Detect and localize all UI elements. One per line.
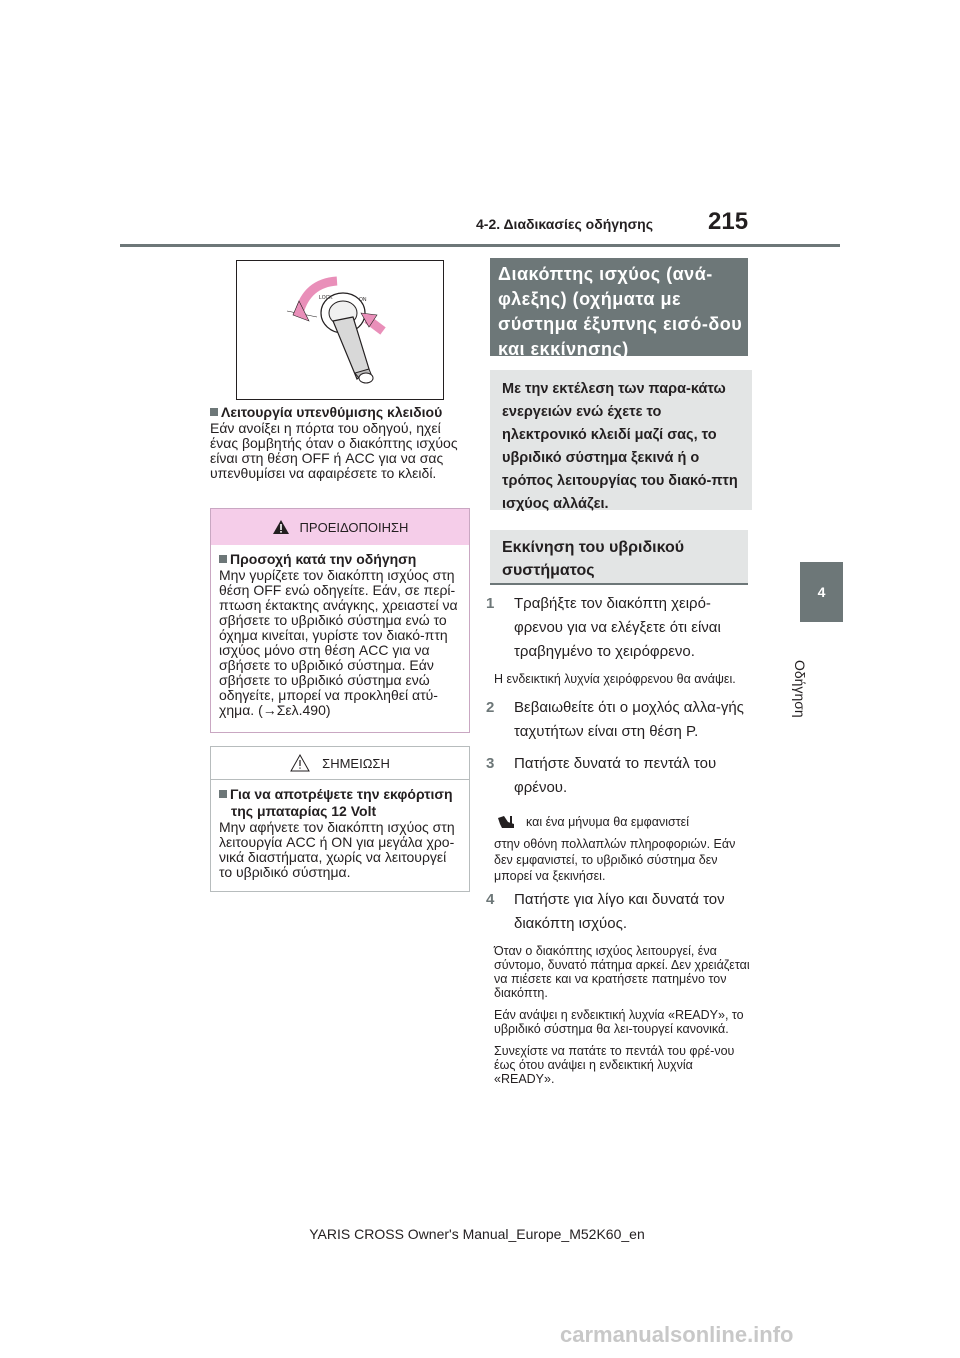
key-turn-icon <box>237 261 443 399</box>
step-3-note: στην οθόνη πολλαπλών πληροφοριών. Εάν δεν εμφανιστεί, το υβριδικό σύστημα δεν μπορεί να ξεκινήσει. <box>494 837 736 883</box>
steps-list <box>486 592 756 1086</box>
watermark: carmanualsonline.info <box>560 1322 794 1347</box>
warning-text: Μην γυρίζετε τον διακόπτη ισχύος στη θέση OFF ενώ οδηγείτε. Εάν, σε περί-πτωση έκτακτης ανάγκης, χρειαστεί να σβήσετε το υβριδικό σύστημα ενώ το όχημα κινείται, γυρίστε τον διακό-πτη ισχύος μόνο στη θέση ACC για να σβήσετε το υβριδικό σύστημα. Εάν σβήσετε το υβριδικό σύστημα ενώ οδηγείτε, μπορεί να προκληθεί ατύ-χημα. (→Σελ.490) <box>219 567 458 718</box>
step-4-note-1: Όταν ο διακόπτης ισχύος λειτουργεί, ένα σύντομο, δυνατό πάτημα αρκεί. Δεν χρειάζεται να πιέσετε και να κρατήσετε πατημένο τον διακόπτη. <box>494 944 750 1000</box>
intro-paragraph: Με την εκτέλεση των παρα-κάτω ενεργειών ενώ έχετε το ηλεκτρονικό κλειδί μαζί σας, το υβριδικό σύστημα ξεκινά ή ο τρόπος λειτουργίας του διακό-πτη ισχύος αλλάζει. <box>490 370 752 510</box>
key-reminder-section <box>210 404 472 481</box>
step-4-note-2: Εάν ανάψει η ενδεικτική λυχνία «READY», το υβριδικό σύστημα θα λει-τουργεί κανονικά. <box>494 1008 744 1036</box>
step-3: 3 Πατήστε δυνατά το πεντάλ του φρένου. <box>486 755 717 796</box>
bullet-square-icon <box>219 790 227 798</box>
step-3-note-line: και ένα μήνυμα θα εμφανιστεί <box>494 814 756 830</box>
section-heading: Διακόπτης ισχύος (ανά-φλεξης) (οχήματα με σύστημα έξυπνης εισό-δου και εκκίνησης) <box>490 258 748 356</box>
chapter-number: 4 <box>817 584 826 600</box>
step-4: 4 Πατήστε για λίγο και δυνατά τον διακόπτη ισχύος. <box>486 891 725 932</box>
note-header <box>211 747 469 780</box>
svg-text:LOCK: LOCK <box>319 295 333 301</box>
step-2: 2 Βεβαιωθείτε ότι ο μοχλός αλλα-γής ταχυτήτων είναι στη θέση P. <box>486 699 744 740</box>
svg-text:ON: ON <box>359 297 367 303</box>
note-title: Για να αποτρέψετε την εκφόρτιση της μπαταρίας 12 Volt <box>219 786 461 820</box>
warning-box <box>210 508 470 733</box>
step-1: 1 Τραβήξτε τον διακόπτη χειρό-φρενου για να ελέγξετε ότι είναι τραβηγμένο το χειρόφρενο. <box>486 595 721 660</box>
key-reminder-title: Λειτουργία υπενθύμισης κλειδιού <box>210 404 472 421</box>
footer <box>0 1226 960 1242</box>
warning-header <box>211 509 469 545</box>
subsection-heading: Εκκίνηση του υβριδικού συστήματος <box>490 530 748 585</box>
page-number: 215 <box>708 208 749 235</box>
step-1-note: Η ενδεικτική λυχνία χειρόφρενου θα ανάψει. <box>494 672 736 686</box>
chapter-label: Οδήγηση <box>792 660 808 718</box>
note-text: Μην αφήνετε τον διακόπτη ισχύος στη λειτουργία ACC ή ON για μεγάλα χρο-νικά διαστήματα, χωρίς να λειτουργεί το υβριδικό σύστημα. <box>219 819 455 880</box>
chapter-tab <box>800 562 843 622</box>
bullet-square-icon <box>210 408 218 416</box>
warning-title: Προσοχή κατά την οδήγηση <box>219 551 461 568</box>
bullet-square-icon <box>219 555 227 563</box>
note-box <box>210 746 470 892</box>
section-title: 4-2. Διαδικασίες οδήγησης <box>476 216 654 232</box>
key-illustration <box>236 260 444 400</box>
caution-triangle-icon <box>290 754 310 772</box>
warning-triangle-icon <box>272 519 290 535</box>
brake-foot-icon <box>494 814 518 830</box>
header-divider <box>120 244 840 247</box>
footer-text: YARIS CROSS Owner's Manual_Europe_M52K60_en <box>309 1226 645 1242</box>
warning-heading: ΠΡΟΕΙΔΟΠΟΙΗΣΗ <box>299 519 409 535</box>
step-4-note-3: Συνεχίστε να πατάτε το πεντάλ του φρέ-νου έως ότου ανάψει η ενδεικτική λυχνία «READY». <box>494 1044 735 1086</box>
note-heading: ΣΗΜΕΙΩΣΗ <box>322 755 390 771</box>
key-reminder-text: Εάν ανοίξει η πόρτα του οδηγού, ηχεί ένας βομβητής όταν ο διακόπτης ισχύος είναι στη θέση OFF ή ACC για να σας υπενθυμίσει να αφαιρέσετε το κλειδί. <box>210 420 458 481</box>
